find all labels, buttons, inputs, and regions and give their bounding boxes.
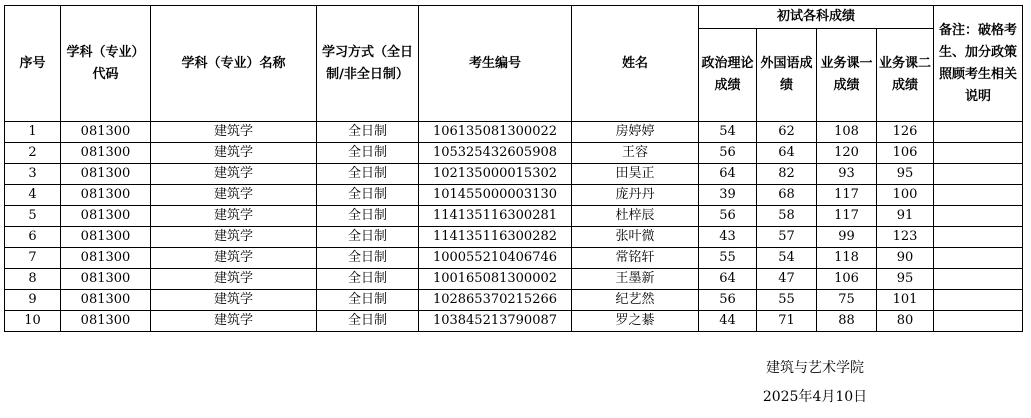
cell-mode: 全日制 bbox=[317, 185, 419, 206]
cell-mode: 全日制 bbox=[317, 227, 419, 248]
cell-mode: 全日制 bbox=[317, 311, 419, 332]
cell-student: 杜梓辰 bbox=[572, 206, 699, 227]
table-row bbox=[5, 311, 1023, 332]
cell-foreign: 82 bbox=[757, 164, 817, 185]
cell-foreign: 58 bbox=[757, 206, 817, 227]
cell-mode: 全日制 bbox=[317, 269, 419, 290]
cell-course1: 118 bbox=[817, 248, 877, 269]
cell-course2: 91 bbox=[877, 206, 934, 227]
cell-course2: 90 bbox=[877, 248, 934, 269]
cell-politics: 44 bbox=[699, 311, 757, 332]
cell-course2: 95 bbox=[877, 164, 934, 185]
header-code: 学科（专业）代码 bbox=[61, 6, 151, 122]
cell-code: 081300 bbox=[61, 269, 151, 290]
cell-exam-id: 101455000003130 bbox=[419, 185, 572, 206]
cell-course1: 75 bbox=[817, 290, 877, 311]
cell-code: 081300 bbox=[61, 227, 151, 248]
cell-note bbox=[934, 122, 1023, 143]
cell-seq: 9 bbox=[5, 290, 61, 311]
cell-student: 田昊正 bbox=[572, 164, 699, 185]
cell-note bbox=[934, 164, 1023, 185]
cell-politics: 43 bbox=[699, 227, 757, 248]
cell-name: 建筑学 bbox=[151, 269, 317, 290]
header-seq: 序号 bbox=[5, 6, 61, 122]
cell-foreign: 62 bbox=[757, 122, 817, 143]
cell-foreign: 71 bbox=[757, 311, 817, 332]
cell-course1: 117 bbox=[817, 206, 877, 227]
cell-student: 罗之綦 bbox=[572, 311, 699, 332]
cell-code: 081300 bbox=[61, 143, 151, 164]
cell-mode: 全日制 bbox=[317, 248, 419, 269]
cell-note bbox=[934, 206, 1023, 227]
header-student: 姓名 bbox=[572, 6, 699, 122]
cell-exam-id: 102135000015302 bbox=[419, 164, 572, 185]
cell-seq: 6 bbox=[5, 227, 61, 248]
cell-exam-id: 106135081300022 bbox=[419, 122, 572, 143]
footer-date: 2025年4月10日 bbox=[762, 389, 868, 405]
table-body bbox=[5, 122, 1023, 332]
cell-foreign: 68 bbox=[757, 185, 817, 206]
cell-name: 建筑学 bbox=[151, 290, 317, 311]
cell-exam-id: 103845213790087 bbox=[419, 311, 572, 332]
table-row bbox=[5, 248, 1023, 269]
cell-note bbox=[934, 248, 1023, 269]
cell-politics: 56 bbox=[699, 290, 757, 311]
cell-student: 纪艺然 bbox=[572, 290, 699, 311]
table-row bbox=[5, 164, 1023, 185]
cell-name: 建筑学 bbox=[151, 227, 317, 248]
cell-course1: 99 bbox=[817, 227, 877, 248]
cell-student: 张叶微 bbox=[572, 227, 699, 248]
cell-code: 081300 bbox=[61, 122, 151, 143]
cell-course1: 117 bbox=[817, 185, 877, 206]
cell-politics: 64 bbox=[699, 164, 757, 185]
header-mode: 学习方式（全日制/非全日制） bbox=[317, 6, 419, 122]
cell-name: 建筑学 bbox=[151, 311, 317, 332]
cell-exam-id: 100055210406746 bbox=[419, 248, 572, 269]
cell-seq: 1 bbox=[5, 122, 61, 143]
cell-course1: 120 bbox=[817, 143, 877, 164]
cell-seq: 4 bbox=[5, 185, 61, 206]
cell-note bbox=[934, 269, 1023, 290]
cell-code: 081300 bbox=[61, 248, 151, 269]
cell-mode: 全日制 bbox=[317, 143, 419, 164]
cell-exam-id: 114135116300282 bbox=[419, 227, 572, 248]
cell-code: 081300 bbox=[61, 290, 151, 311]
cell-mode: 全日制 bbox=[317, 122, 419, 143]
cell-name: 建筑学 bbox=[151, 206, 317, 227]
cell-seq: 5 bbox=[5, 206, 61, 227]
cell-code: 081300 bbox=[61, 206, 151, 227]
cell-name: 建筑学 bbox=[151, 143, 317, 164]
cell-course1: 106 bbox=[817, 269, 877, 290]
cell-name: 建筑学 bbox=[151, 164, 317, 185]
cell-seq: 10 bbox=[5, 311, 61, 332]
cell-seq: 3 bbox=[5, 164, 61, 185]
cell-foreign: 57 bbox=[757, 227, 817, 248]
cell-foreign: 64 bbox=[757, 143, 817, 164]
cell-student: 王容 bbox=[572, 143, 699, 164]
table-row bbox=[5, 143, 1023, 164]
cell-foreign: 54 bbox=[757, 248, 817, 269]
table-row bbox=[5, 269, 1023, 290]
cell-name: 建筑学 bbox=[151, 185, 317, 206]
cell-exam-id: 105325432605908 bbox=[419, 143, 572, 164]
cell-mode: 全日制 bbox=[317, 164, 419, 185]
cell-code: 081300 bbox=[61, 164, 151, 185]
cell-student: 房婷婷 bbox=[572, 122, 699, 143]
cell-course2: 100 bbox=[877, 185, 934, 206]
cell-name: 建筑学 bbox=[151, 122, 317, 143]
cell-exam-id: 114135116300281 bbox=[419, 206, 572, 227]
cell-politics: 56 bbox=[699, 143, 757, 164]
header-note: 备注：破格考生、加分政策照顾考生相关说明 bbox=[934, 6, 1023, 122]
cell-foreign: 47 bbox=[757, 269, 817, 290]
footer-org: 建筑与艺术学院 bbox=[766, 360, 864, 376]
cell-politics: 39 bbox=[699, 185, 757, 206]
cell-course1: 93 bbox=[817, 164, 877, 185]
cell-note bbox=[934, 143, 1023, 164]
header-name: 学科（专业）名称 bbox=[151, 6, 317, 122]
cell-course2: 95 bbox=[877, 269, 934, 290]
cell-course1: 88 bbox=[817, 311, 877, 332]
cell-course2: 106 bbox=[877, 143, 934, 164]
cell-course2: 80 bbox=[877, 311, 934, 332]
cell-exam-id: 102865370215266 bbox=[419, 290, 572, 311]
cell-politics: 56 bbox=[699, 206, 757, 227]
cell-code: 081300 bbox=[61, 185, 151, 206]
header-course2: 业务课二成绩 bbox=[877, 29, 934, 122]
table-row bbox=[5, 206, 1023, 227]
cell-seq: 2 bbox=[5, 143, 61, 164]
cell-politics: 64 bbox=[699, 269, 757, 290]
cell-course2: 126 bbox=[877, 122, 934, 143]
cell-name: 建筑学 bbox=[151, 248, 317, 269]
header-group: 初试各科成绩 bbox=[699, 6, 934, 29]
cell-course1: 108 bbox=[817, 122, 877, 143]
cell-note bbox=[934, 227, 1023, 248]
cell-course2: 101 bbox=[877, 290, 934, 311]
table-row bbox=[5, 122, 1023, 143]
cell-student: 常铭轩 bbox=[572, 248, 699, 269]
cell-politics: 55 bbox=[699, 248, 757, 269]
header-foreign: 外国语成绩 bbox=[757, 29, 817, 122]
cell-student: 庞丹丹 bbox=[572, 185, 699, 206]
cell-exam-id: 100165081300002 bbox=[419, 269, 572, 290]
cell-politics: 54 bbox=[699, 122, 757, 143]
cell-note bbox=[934, 290, 1023, 311]
cell-student: 王墨新 bbox=[572, 269, 699, 290]
cell-seq: 7 bbox=[5, 248, 61, 269]
cell-note bbox=[934, 185, 1023, 206]
table-row bbox=[5, 185, 1023, 206]
cell-foreign: 55 bbox=[757, 290, 817, 311]
header-course1: 业务课一成绩 bbox=[817, 29, 877, 122]
cell-note bbox=[934, 311, 1023, 332]
header-politics: 政治理论成绩 bbox=[699, 29, 757, 122]
table-row bbox=[5, 227, 1023, 248]
header-exam-id: 考生编号 bbox=[419, 6, 572, 122]
cell-code: 081300 bbox=[61, 311, 151, 332]
table-row bbox=[5, 290, 1023, 311]
cell-seq: 8 bbox=[5, 269, 61, 290]
cell-course2: 123 bbox=[877, 227, 934, 248]
score-table bbox=[4, 5, 1023, 332]
cell-mode: 全日制 bbox=[317, 206, 419, 227]
cell-mode: 全日制 bbox=[317, 290, 419, 311]
